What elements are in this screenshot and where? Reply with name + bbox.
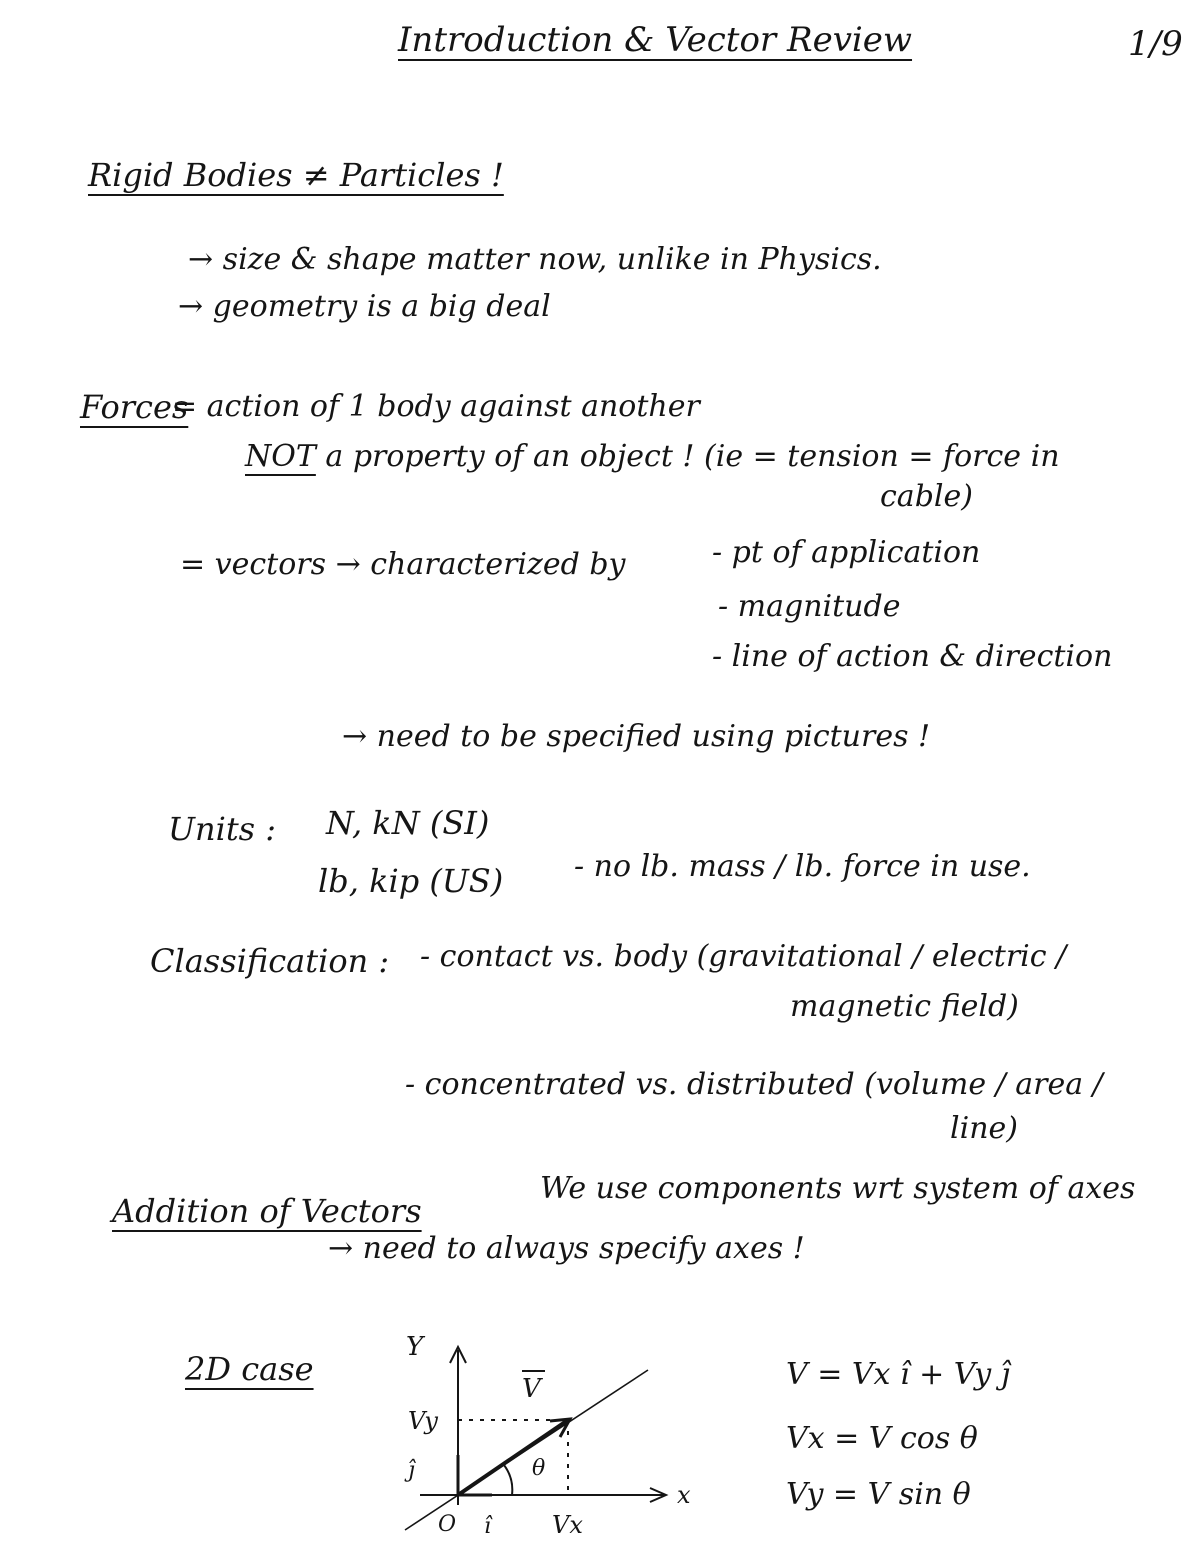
classification-label: Classification : — [150, 942, 390, 980]
y-axis-label: Y — [406, 1332, 424, 1362]
rigid-bodies-heading: Rigid Bodies ≠ Particles ! — [88, 156, 504, 194]
char-line-of-action: - line of action & direction — [712, 639, 1113, 674]
classification-contact-body: - contact vs. body (gravitational / electric / — [420, 939, 1067, 974]
char-magnitude: - magnitude — [718, 589, 901, 624]
i-hat-label: î — [484, 1514, 492, 1539]
classification-line-wrap: line) — [950, 1111, 1018, 1146]
equation-vy: Vy = V sin θ — [786, 1477, 971, 1512]
units-us: lb, kip (US) — [318, 862, 504, 900]
forces-not-property-text: a property of an object ! (ie = tension = force in — [325, 439, 1060, 474]
equation-vector-components: V = Vx î + Vy ĵ — [786, 1357, 1011, 1392]
addition-heading: Addition of Vectors — [112, 1192, 422, 1230]
forces-specify-note: → need to be specified using pictures ! — [342, 719, 931, 754]
addition-components-text: We use components wrt system of axes — [540, 1171, 1136, 1206]
vector-v-label: V — [522, 1374, 541, 1404]
vector-components-diagram — [380, 1325, 710, 1553]
classification-field-wrap: magnetic field) — [790, 989, 1019, 1024]
origin-label: O — [438, 1512, 457, 1537]
page-number: 1/9 — [1128, 24, 1183, 64]
theta-arc — [504, 1465, 512, 1495]
equation-vx: Vx = V cos θ — [786, 1421, 978, 1456]
not-emphasis: NOT — [245, 439, 316, 474]
vy-label: Vy — [408, 1407, 438, 1435]
units-note: - no lb. mass / lb. force in use. — [574, 849, 1031, 884]
vector-v-arrow — [458, 1420, 568, 1495]
case-2d-label: 2D case — [185, 1350, 314, 1388]
units-si: N, kN (SI) — [326, 804, 490, 842]
forces-cable-wrap: cable) — [880, 479, 973, 514]
forces-label: Forces — [80, 388, 189, 426]
forces-not-property — [245, 440, 1060, 473]
char-point-of-application: - pt of application — [712, 535, 981, 570]
addition-specify-axes: → need to always specify axes ! — [328, 1231, 805, 1266]
forces-definition: = action of 1 body against another — [172, 389, 700, 424]
classification-concentrated: - concentrated vs. distributed (volume / area / — [405, 1067, 1103, 1102]
page-title: Introduction & Vector Review — [398, 20, 913, 60]
x-axis-label: x — [677, 1481, 691, 1509]
j-hat-label: ĵ — [408, 1458, 415, 1483]
rigid-line-geometry: → geometry is a big deal — [178, 289, 551, 324]
forces-vectors-line: = vectors → characterized by — [180, 547, 626, 582]
rigid-line-size-shape: → size & shape matter now, unlike in Physics. — [188, 242, 882, 277]
vx-label: Vx — [552, 1511, 583, 1539]
units-label: Units : — [168, 810, 277, 848]
theta-label: θ — [532, 1456, 546, 1481]
